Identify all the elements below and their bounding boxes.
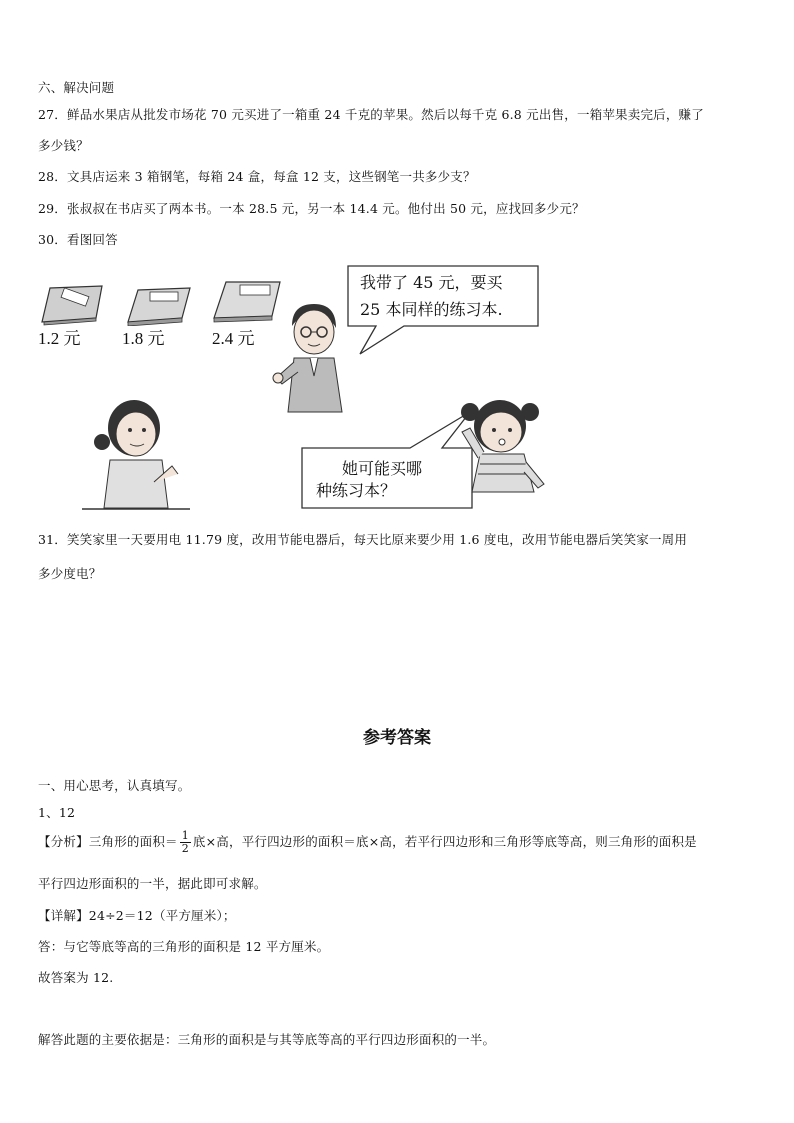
question-31-cont: 多少度电？: [38, 566, 102, 581]
bubble-1-line-1: 我带了 45 元，要买: [360, 273, 503, 292]
question-27: 27．鲜品水果店从批发市场花 70 元买进了一箱重 24 千克的苹果。然后以每千克 6.8 元出售，一箱苹果卖完后，赚了: [38, 107, 704, 122]
answer-section-heading: 一、用心思考，认真填写。: [38, 778, 191, 793]
fraction-numerator: 1: [181, 829, 189, 842]
analysis-tag: 【分析】: [38, 834, 89, 849]
question-30: 30．看图回答: [38, 232, 118, 247]
boy-figure: [270, 298, 360, 414]
notebook-2: [126, 286, 192, 326]
question-31: 31．笑笑家里一天要用电 11.79 度，改用节能电器后，每天比原来要少用 1.6 度电，改用节能电器后笑笑家一周用: [38, 532, 688, 547]
analysis-line: [38, 830, 697, 855]
question-29: 29．张叔叔在书店买了两本书。一本 28.5 元，另一本 14.4 元。他付出 50 元，应找回多少元？: [38, 201, 585, 216]
bubble-2-line-1: 她可能买哪: [342, 459, 423, 478]
answer-1: 1、12: [38, 805, 76, 820]
bubble-2-line-2: 种练习本？: [316, 481, 397, 500]
fraction-one-half: [180, 830, 191, 855]
final-answer: 故答案为 12.: [38, 970, 114, 985]
analysis-text-b: 底×高，平行四边形的面积＝底×高，若平行四边形和三角形等底等高，则三角形的面积是: [192, 834, 697, 849]
price-1: 1.2 元: [38, 329, 81, 348]
section-heading: 六、解决问题: [38, 80, 115, 95]
question-30-figure: [34, 260, 554, 515]
price-2: 1.8 元: [122, 329, 165, 348]
question-28: 28．文具店运来 3 箱钢笔，每箱 24 盒，每盒 12 支，这些钢笔一共多少支？: [38, 169, 476, 184]
girl-figure: [454, 392, 550, 496]
fraction-denominator: 2: [181, 842, 189, 855]
teacher-figure: [82, 390, 192, 512]
analysis-line-2: 平行四边形面积的一半，据此即可求解。: [38, 876, 267, 891]
summary-line: 解答此题的主要依据是：三角形的面积是与其等底等高的平行四边形面积的一半。: [38, 1032, 496, 1047]
answer-statement: 答：与它等底等高的三角形的面积是 12 平方厘米。: [38, 939, 330, 954]
notebook-1: [40, 284, 106, 326]
bubble-1-line-2: 25 本同样的练习本.: [360, 300, 503, 319]
detail-line: 【详解】24÷2＝12（平方厘米）；: [38, 908, 236, 923]
question-27-cont: 多少钱？: [38, 138, 89, 153]
price-3: 2.4 元: [212, 329, 255, 348]
answers-title: 参考答案: [363, 728, 431, 748]
analysis-text-a: 三角形的面积＝: [88, 834, 178, 849]
